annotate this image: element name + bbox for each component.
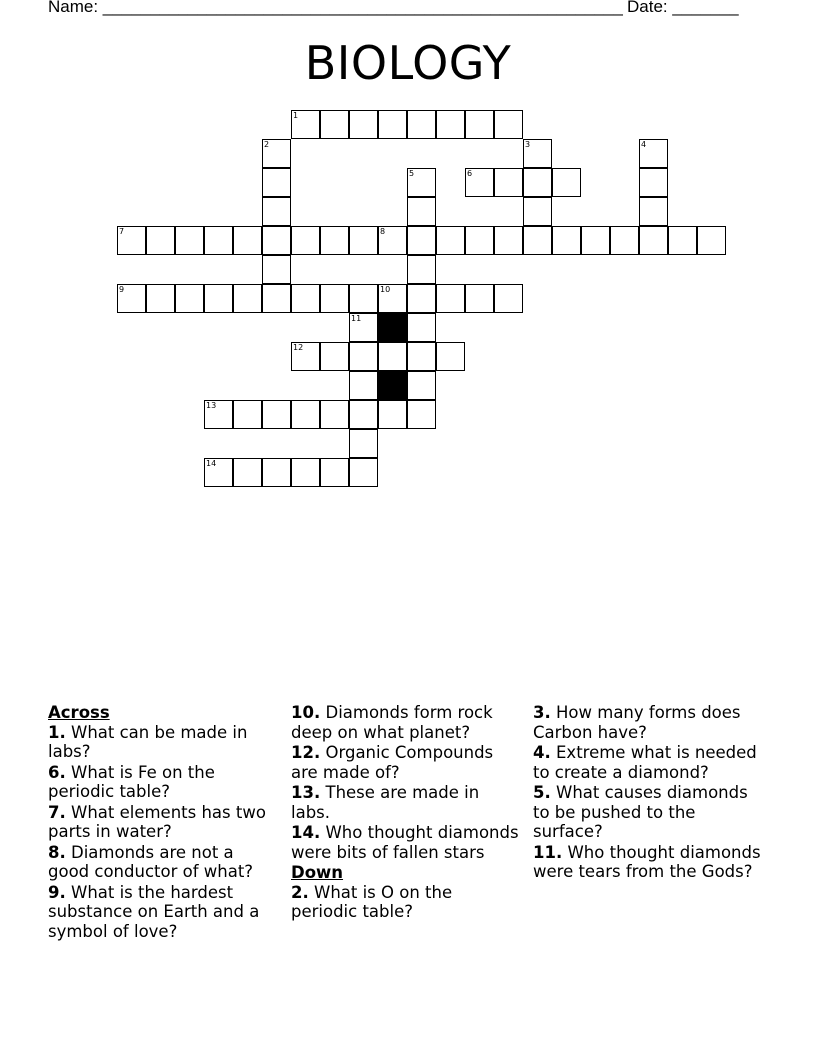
down-heading: Down — [291, 863, 344, 882]
clue-number-label: 11 — [351, 314, 362, 323]
clue-number: 9. — [48, 882, 66, 902]
answer-cell[interactable] — [378, 284, 407, 313]
clue-column-2 — [291, 703, 523, 923]
date-field-label: Date: _______ — [627, 0, 739, 16]
answer-cell[interactable] — [407, 168, 436, 197]
answer-cell[interactable] — [320, 284, 349, 313]
answer-cell[interactable] — [291, 284, 320, 313]
answer-cell[interactable] — [610, 226, 639, 255]
answer-cell[interactable] — [204, 458, 233, 487]
answer-cell[interactable] — [262, 284, 291, 313]
clue-across-8 — [48, 843, 280, 882]
clue-text: Who thought diamonds were tears from the Gods? — [533, 842, 761, 881]
answer-cell[interactable] — [233, 458, 262, 487]
answer-cell[interactable] — [291, 226, 320, 255]
answer-cell[interactable] — [436, 284, 465, 313]
answer-cell[interactable] — [407, 110, 436, 139]
answer-cell[interactable] — [262, 168, 291, 197]
black-square — [378, 371, 407, 400]
answer-cell[interactable] — [320, 458, 349, 487]
clue-number: 14. — [291, 823, 321, 842]
answer-cell[interactable] — [639, 197, 668, 226]
clue-number: 2. — [291, 882, 309, 902]
answer-cell[interactable] — [407, 197, 436, 226]
answer-cell[interactable] — [349, 342, 378, 371]
answer-cell[interactable] — [378, 400, 407, 429]
clue-number-label: 2 — [264, 140, 270, 149]
clue-number-label: 7 — [119, 227, 125, 236]
clue-number: 13. — [291, 783, 321, 802]
page-title: BIOLOGY — [304, 36, 512, 90]
clue-text: What is O on the periodic table? — [291, 882, 453, 921]
answer-cell[interactable] — [349, 226, 378, 255]
answer-cell[interactable] — [523, 139, 552, 168]
answer-cell[interactable] — [407, 313, 436, 342]
answer-cell[interactable] — [320, 342, 349, 371]
clue-across-1 — [48, 723, 280, 762]
answer-cell[interactable] — [204, 284, 233, 313]
answer-cell[interactable] — [639, 226, 668, 255]
clue-text: What elements has two parts in water? — [48, 802, 266, 841]
clue-across-12 — [291, 743, 523, 782]
clue-across-6 — [48, 763, 280, 802]
answer-cell[interactable] — [523, 168, 552, 197]
answer-cell[interactable] — [639, 168, 668, 197]
clue-number-label: 10 — [380, 285, 391, 294]
answer-cell[interactable] — [349, 110, 378, 139]
answer-cell[interactable] — [465, 226, 494, 255]
answer-cell[interactable] — [175, 284, 204, 313]
answer-cell[interactable] — [291, 458, 320, 487]
answer-cell[interactable] — [233, 226, 262, 255]
answer-cell[interactable] — [320, 226, 349, 255]
answer-cell[interactable] — [117, 226, 146, 255]
clue-number: 7. — [48, 802, 66, 822]
clue-text: What is Fe on the periodic table? — [48, 762, 215, 801]
answer-cell[interactable] — [407, 400, 436, 429]
clue-column-1 — [48, 703, 280, 942]
clue-across-9 — [48, 883, 280, 942]
clue-number: 12. — [291, 743, 321, 762]
answer-cell[interactable] — [291, 400, 320, 429]
answer-cell[interactable] — [262, 458, 291, 487]
clue-number-label: 8 — [380, 227, 386, 236]
answer-cell[interactable] — [581, 226, 610, 255]
answer-cell[interactable] — [233, 400, 262, 429]
clue-text: How many forms does Carbon have? — [533, 703, 741, 742]
clue-number-label: 5 — [409, 169, 415, 178]
answer-cell[interactable] — [552, 226, 581, 255]
clue-text: What causes diamonds to be pushed to the surface? — [533, 783, 748, 841]
answer-cell[interactable] — [465, 168, 494, 197]
answer-cell[interactable] — [117, 284, 146, 313]
clue-number: 3. — [533, 703, 551, 722]
answer-cell[interactable] — [639, 139, 668, 168]
clue-down-3 — [533, 703, 765, 742]
answer-cell[interactable] — [465, 284, 494, 313]
answer-cell[interactable] — [262, 226, 291, 255]
answer-cell[interactable] — [175, 226, 204, 255]
answer-cell[interactable] — [436, 342, 465, 371]
answer-cell[interactable] — [204, 226, 233, 255]
name-field-label: Name: _______________________________________________________ — [48, 0, 623, 16]
answer-cell[interactable] — [378, 110, 407, 139]
clue-number: 5. — [533, 783, 551, 802]
clue-text: What can be made in labs? — [48, 722, 248, 761]
clue-number: 4. — [533, 743, 551, 762]
answer-cell[interactable] — [494, 226, 523, 255]
answer-cell[interactable] — [204, 400, 233, 429]
clue-down-11 — [533, 843, 765, 882]
clue-number: 6. — [48, 762, 66, 782]
clue-across-14 — [291, 823, 523, 862]
clue-number-label: 6 — [467, 169, 473, 178]
clue-number-label: 9 — [119, 285, 125, 294]
clue-down-2 — [291, 883, 523, 922]
crossword-grid — [0, 0, 816, 520]
answer-cell[interactable] — [349, 284, 378, 313]
answer-cell[interactable] — [494, 168, 523, 197]
answer-cell[interactable] — [262, 139, 291, 168]
answer-cell[interactable] — [407, 371, 436, 400]
answer-cell[interactable] — [465, 110, 494, 139]
answer-cell[interactable] — [552, 168, 581, 197]
clue-text: Who thought diamonds were bits of fallen stars — [291, 823, 519, 862]
answer-cell[interactable] — [349, 400, 378, 429]
clue-number: 1. — [48, 722, 66, 742]
answer-cell[interactable] — [523, 226, 552, 255]
clue-down-4 — [533, 743, 765, 782]
answer-cell[interactable] — [378, 342, 407, 371]
clue-number-label: 1 — [293, 111, 299, 120]
answer-cell[interactable] — [233, 284, 262, 313]
answer-cell[interactable] — [291, 342, 320, 371]
answer-cell[interactable] — [320, 400, 349, 429]
answer-cell[interactable] — [291, 110, 320, 139]
answer-cell[interactable] — [349, 313, 378, 342]
clue-text: What is the hardest substance on Earth and a symbol of love? — [48, 882, 260, 941]
answer-cell[interactable] — [262, 400, 291, 429]
clue-number-label: 14 — [206, 459, 217, 468]
answer-cell[interactable] — [436, 110, 465, 139]
clue-number-label: 13 — [206, 401, 217, 410]
answer-cell[interactable] — [349, 458, 378, 487]
answer-cell[interactable] — [146, 284, 175, 313]
clue-number-label: 4 — [641, 140, 647, 149]
black-square — [378, 313, 407, 342]
answer-cell[interactable] — [146, 226, 175, 255]
clue-text: Organic Compounds are made of? — [291, 743, 494, 782]
clue-text: Diamonds are not a good conductor of what? — [48, 842, 254, 881]
answer-cell[interactable] — [349, 371, 378, 400]
clue-text: Diamonds form rock deep on what planet? — [291, 703, 493, 742]
clue-across-7 — [48, 803, 280, 842]
answer-cell[interactable] — [494, 284, 523, 313]
clue-number-label: 12 — [293, 343, 304, 352]
clue-column-3 — [533, 703, 765, 883]
answer-cell[interactable] — [697, 226, 726, 255]
answer-cell[interactable] — [320, 110, 349, 139]
clue-number: 11. — [533, 842, 563, 862]
answer-cell[interactable] — [262, 255, 291, 284]
clue-number: 10. — [291, 703, 321, 722]
clue-across-10 — [291, 703, 523, 742]
clue-across-13 — [291, 783, 523, 822]
answer-cell[interactable] — [407, 226, 436, 255]
clue-number-label: 3 — [525, 140, 531, 149]
answer-cell[interactable] — [378, 226, 407, 255]
clue-text: Extreme what is needed to create a diamond? — [533, 743, 757, 782]
answer-cell[interactable] — [668, 226, 697, 255]
answer-cell[interactable] — [523, 197, 552, 226]
answer-cell[interactable] — [407, 342, 436, 371]
across-heading: Across — [48, 703, 110, 722]
answer-cell[interactable] — [407, 255, 436, 284]
clue-down-5 — [533, 783, 765, 842]
answer-cell[interactable] — [407, 284, 436, 313]
clue-text: These are made in labs. — [291, 783, 480, 822]
answer-cell[interactable] — [494, 110, 523, 139]
answer-cell[interactable] — [436, 226, 465, 255]
answer-cell[interactable] — [262, 197, 291, 226]
clue-number: 8. — [48, 842, 66, 862]
answer-cell[interactable] — [349, 429, 378, 458]
